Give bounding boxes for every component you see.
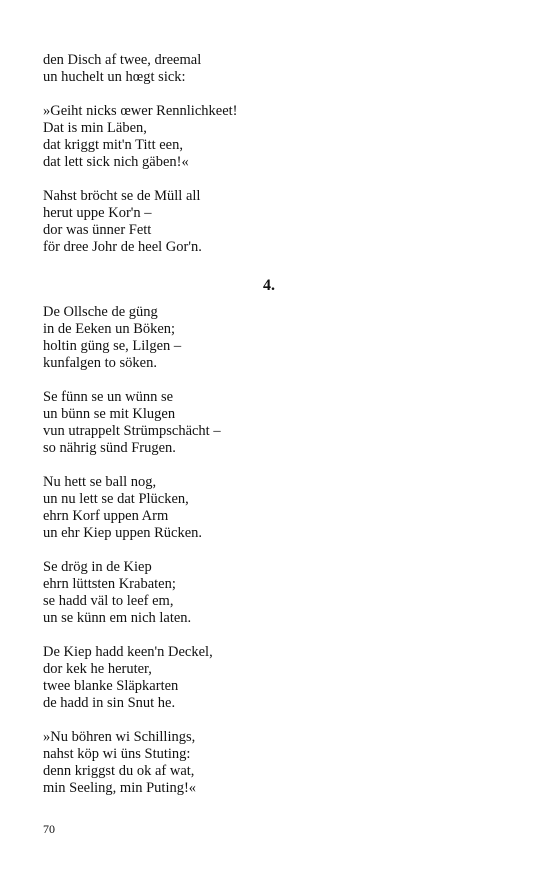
poem-line: se hadd väl to leef em, xyxy=(43,593,174,609)
poem-line: dat kriggt mit'n Titt een, xyxy=(43,137,183,153)
poem-line: dor was ünner Fett xyxy=(43,222,152,238)
poem-line: »Geiht nicks œwer Rennlichkeet! xyxy=(43,103,238,119)
poem-line: un ehr Kiep uppen Rücken. xyxy=(43,525,203,541)
poem-line: Nahst bröcht se de Müll all xyxy=(43,188,201,204)
poem-line: den Disch af twee, dreemal xyxy=(43,52,202,68)
poem-line: de hadd in sin Snut he. xyxy=(43,695,176,711)
stanza xyxy=(43,103,503,171)
stanza xyxy=(43,389,503,457)
poem-line: un huchelt un hœgt sick: xyxy=(43,69,186,85)
poem-line: un se künn em nich laten. xyxy=(43,610,192,626)
poem-line: för dree Johr de heel Gor'n. xyxy=(43,239,202,255)
poem-line: Nu hett se ball nog, xyxy=(43,474,157,490)
poem-line: »Nu böhren wi Schillings, xyxy=(43,729,196,745)
poem-line: Se drög in de Kiep xyxy=(43,559,152,575)
stanza xyxy=(43,52,503,86)
poem-line: herut uppe Kor'n – xyxy=(43,205,152,221)
poem-line: ehrn lüttsten Krabaten; xyxy=(43,576,176,592)
poem-line: denn kriggst du ok af wat, xyxy=(43,763,195,779)
stanza xyxy=(43,644,503,712)
poem-line: kunfalgen to söken. xyxy=(43,355,157,371)
poem-line: in de Eeken un Böken; xyxy=(43,321,176,337)
poem-line: min Seeling, min Puting!« xyxy=(43,780,197,796)
poem-line: holtin güng se, Lilgen – xyxy=(43,338,182,354)
poem-line: dor kek he heruter, xyxy=(43,661,152,677)
page-number: 70 xyxy=(43,822,55,836)
poem-line: un bünn se mit Klugen xyxy=(43,406,176,422)
section-heading: 4. xyxy=(263,277,275,294)
poem-line: De Ollsche de güng xyxy=(43,304,158,320)
poem-line: ehrn Korf uppen Arm xyxy=(43,508,169,524)
poem-line: nahst köp wi üns Stuting: xyxy=(43,746,191,762)
stanza xyxy=(43,559,503,627)
stanza xyxy=(43,474,503,542)
poem-line: twee blanke Släpkarten xyxy=(43,678,179,694)
poem-line: so nährig sünd Frugen. xyxy=(43,440,176,456)
poem-line: un nu lett se dat Plücken, xyxy=(43,491,189,507)
stanza xyxy=(43,304,503,372)
poem-line: De Kiep hadd keen'n Deckel, xyxy=(43,644,213,660)
poem-section-1 xyxy=(43,52,503,256)
stanza xyxy=(43,188,503,256)
stanza xyxy=(43,729,503,797)
poem-line: Se fünn se un wünn se xyxy=(43,389,174,405)
poem-line: Dat is min Läben, xyxy=(43,120,147,136)
poem-line: dat lett sick nich gäben!« xyxy=(43,154,189,170)
poem-line: vun utrappelt Strümpschächt – xyxy=(43,423,221,439)
poem-section-2 xyxy=(43,304,503,797)
